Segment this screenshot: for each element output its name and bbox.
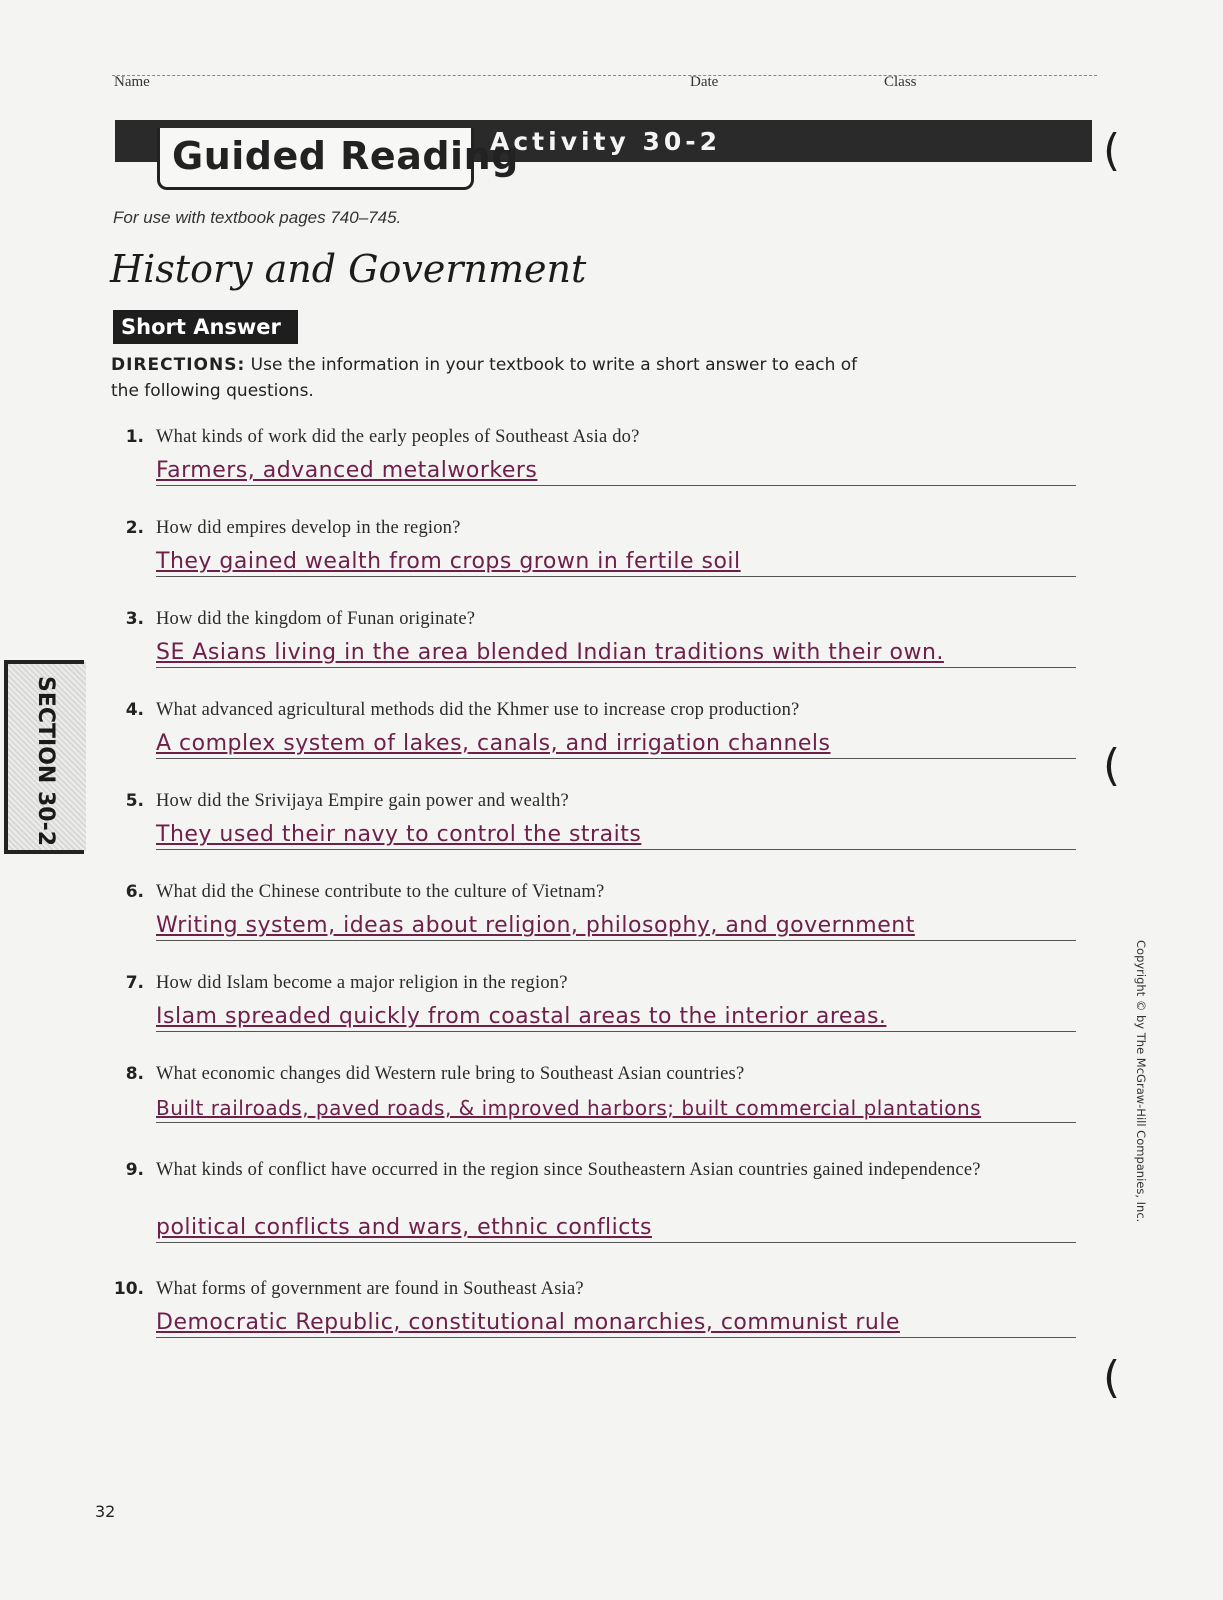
banner-activity: Activity 30-2	[490, 127, 722, 156]
handwritten-answer: Democratic Republic, constitutional monarchies, communist rule	[156, 1310, 900, 1335]
question-text: What forms of government are found in Southeast Asia?	[156, 1279, 584, 1299]
header-rule	[112, 75, 1097, 76]
copyright-notice: Copyright © by The McGraw-Hill Companies, Inc.	[1134, 940, 1148, 1223]
class-label: Class	[884, 74, 917, 90]
section-side-label: SECTION 30-2	[33, 676, 58, 847]
answer-line[interactable]	[156, 542, 1076, 577]
question-number: 3.	[125, 609, 144, 629]
answer-line[interactable]	[156, 633, 1076, 668]
question-number: 9.	[125, 1160, 144, 1180]
question-number: 6.	[125, 882, 144, 902]
question-number: 8.	[125, 1064, 144, 1084]
answer-line[interactable]	[156, 906, 1076, 941]
question-text: What did the Chinese contribute to the culture of Vietnam?	[156, 882, 605, 902]
question-text: What kinds of work did the early peoples of Southeast Asia do?	[156, 427, 640, 447]
side-tab-rule-bottom	[4, 850, 84, 854]
handwritten-answer: SE Asians living in the area blended Indian traditions with their own.	[156, 640, 944, 665]
name-label: Name	[114, 74, 150, 90]
short-answer-badge: Short Answer	[113, 310, 298, 344]
binder-hole-mark-icon: (	[1103, 740, 1121, 791]
question-number: 2.	[125, 518, 144, 538]
handwritten-answer: Built railroads, paved roads, & improved harbors; built commercial plantations	[156, 1096, 982, 1120]
question-text: How did empires develop in the region?	[156, 518, 461, 538]
question-text: How did the Srivijaya Empire gain power and wealth?	[156, 791, 569, 811]
question-number: 10.	[113, 1279, 144, 1299]
answer-line[interactable]	[156, 815, 1076, 850]
question-number: 7.	[125, 973, 144, 993]
question-number: 5.	[125, 791, 144, 811]
directions-text: Use the information in your textbook to write a short answer to each of the following questions.	[111, 355, 858, 401]
handwritten-answer: A complex system of lakes, canals, and irrigation channels	[156, 731, 831, 756]
handwritten-answer: Islam spreaded quickly from coastal areas to the interior areas.	[156, 1004, 887, 1029]
answer-line[interactable]	[156, 1208, 1076, 1243]
answer-line[interactable]	[156, 1088, 1076, 1123]
handwritten-answer: Writing system, ideas about religion, philosophy, and government	[156, 913, 915, 938]
page-number: 32	[95, 1502, 116, 1521]
question-text: How did Islam become a major religion in the region?	[156, 973, 568, 993]
directions	[111, 352, 861, 404]
question-number: 4.	[125, 700, 144, 720]
question-text: What economic changes did Western rule bring to Southeast Asian countries?	[156, 1064, 745, 1084]
answer-line[interactable]	[156, 997, 1076, 1032]
textbook-pages-note: For use with textbook pages 740–745.	[113, 208, 402, 227]
handwritten-answer: They gained wealth from crops grown in fertile soil	[156, 549, 741, 574]
answer-line[interactable]	[156, 451, 1076, 486]
binder-hole-mark-icon: (	[1103, 1352, 1121, 1403]
handwritten-answer: Farmers, advanced metalworkers	[156, 458, 538, 483]
handwritten-answer: political conflicts and wars, ethnic conflicts	[156, 1215, 652, 1240]
answer-line[interactable]	[156, 724, 1076, 759]
question-number: 1.	[125, 427, 144, 447]
question-text: How did the kingdom of Funan originate?	[156, 609, 476, 629]
binder-hole-mark-icon: (	[1103, 125, 1121, 176]
question-text: What advanced agricultural methods did the Khmer use to increase crop production?	[156, 700, 800, 720]
side-tab-rule-top	[4, 660, 84, 664]
handwritten-answer: They used their navy to control the straits	[156, 822, 642, 847]
answer-line[interactable]	[156, 1303, 1076, 1338]
directions-label: DIRECTIONS:	[111, 355, 246, 375]
section-heading: History and Government	[110, 247, 587, 291]
banner-title: Guided Reading	[172, 134, 519, 178]
question-text: What kinds of conflict have occurred in the region since Southeastern Asian countries gained independence?	[156, 1160, 981, 1180]
date-label: Date	[690, 74, 719, 90]
